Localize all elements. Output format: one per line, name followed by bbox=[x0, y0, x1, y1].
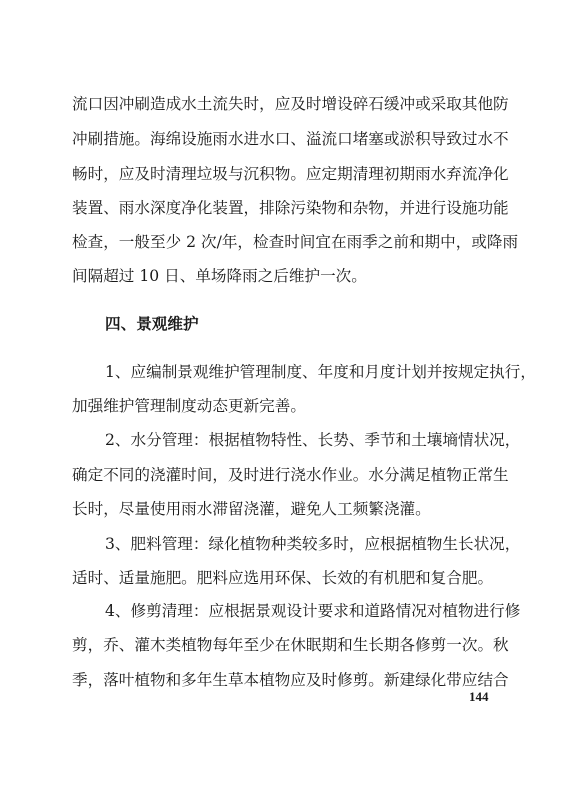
paragraph-first-line: 1、应编制景观维护管理制度、年度和月度计划并按规定执行， bbox=[105, 363, 536, 381]
body-text-line: 长时，尽量使用雨水滞留浇灌，避免人工频繁浇灌。 bbox=[72, 500, 431, 518]
body-text-line: 确定不同的浇灌时间，及时进行浇水作业。水分满足植物正常生 bbox=[72, 466, 509, 484]
paragraph-first-line: 4、修剪清理：应根据景观设计要求和道路情况对植物进行修 bbox=[105, 602, 521, 620]
body-text-line: 流口因冲刷造成水土流失时，应及时增设碎石缓冲或采取其他防 bbox=[72, 95, 509, 113]
section-heading: 四、景观维护 bbox=[105, 314, 199, 333]
body-text-line: 检查，一般至少 2 次/年，检查时间宜在雨季之前和期中，或降雨 bbox=[72, 233, 519, 251]
body-text-line: 装置、雨水深度净化装置，排除污染物和杂物，并进行设施功能 bbox=[72, 199, 509, 217]
paragraph-first-line: 3、肥料管理：绿化植物种类较多时，应根据植物生长状况， bbox=[105, 535, 521, 553]
body-text-line: 加强维护管理制度动态更新完善。 bbox=[72, 397, 306, 415]
page-number: 144 bbox=[469, 689, 489, 704]
body-text-line: 间隔超过 10 日、单场降雨之后维护一次。 bbox=[72, 267, 367, 285]
paragraph-first-line: 2、水分管理：根据植物特性、长势、季节和土壤墒情状况， bbox=[105, 431, 521, 449]
body-text-line: 季，落叶植物和多年生草本植物应及时修剪。新建绿化带应结合 bbox=[72, 671, 509, 689]
body-text-line: 畅时，应及时清理垃圾与沉积物。应定期清理初期雨水弃流净化 bbox=[72, 165, 509, 183]
body-text-line: 剪，乔、灌木类植物每年至少在休眠期和生长期各修剪一次。秋 bbox=[72, 636, 509, 654]
body-text-line: 冲刷措施。海绵设施雨水进水口、溢流口堵塞或淤积导致过水不 bbox=[72, 130, 509, 148]
body-text-line: 适时、适量施肥。肥料应选用环保、长效的有机肥和复合肥。 bbox=[72, 569, 494, 587]
